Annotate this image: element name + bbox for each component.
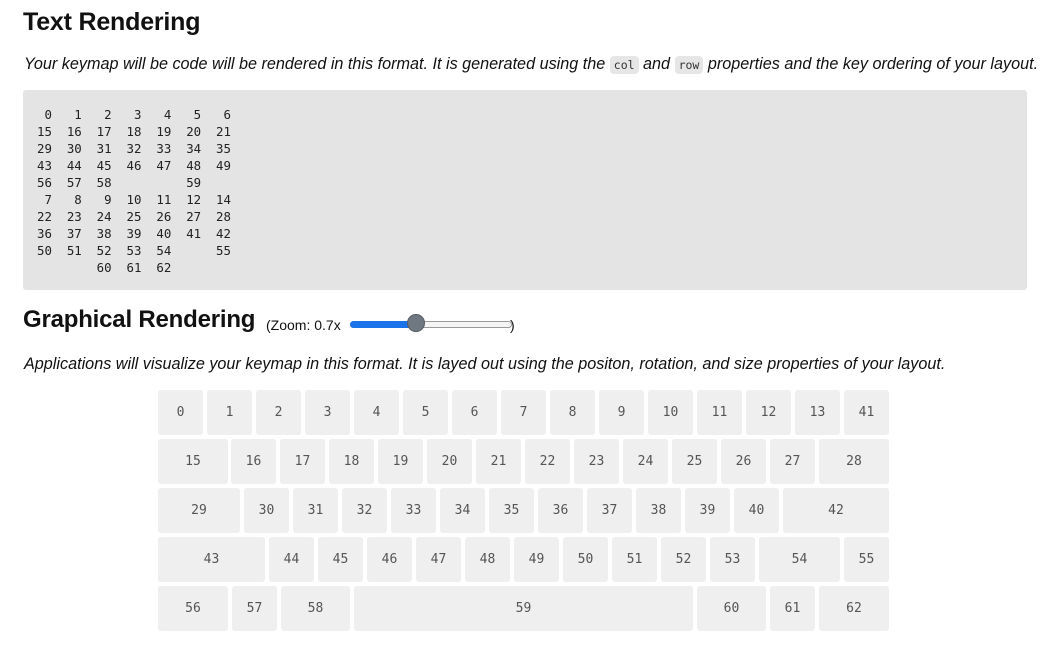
key-42[interactable]: 42 <box>783 488 889 533</box>
key-35[interactable]: 35 <box>489 488 534 533</box>
key-16[interactable]: 16 <box>231 439 276 484</box>
key-21[interactable]: 21 <box>476 439 521 484</box>
keymap-text: 0 1 2 3 4 5 6 15 16 17 18 19 20 21 29 30 31 32 33 34 35 43 44 45 46 47 48 49 56 57 58 59 7 8 9 10 11 12 14 22 23 24 25 26 27 28 36 37 38 39 40 41 42 50 51 52 53 54 55 60 61 62 <box>37 107 231 275</box>
key-8[interactable]: 8 <box>550 390 595 435</box>
key-55[interactable]: 55 <box>844 537 889 582</box>
key-24[interactable]: 24 <box>623 439 668 484</box>
key-29[interactable]: 29 <box>158 488 240 533</box>
key-1[interactable]: 1 <box>207 390 252 435</box>
key-26[interactable]: 26 <box>721 439 766 484</box>
key-28[interactable]: 28 <box>819 439 889 484</box>
key-60[interactable]: 60 <box>697 586 766 631</box>
key-51[interactable]: 51 <box>612 537 657 582</box>
key-17[interactable]: 17 <box>280 439 325 484</box>
key-6[interactable]: 6 <box>452 390 497 435</box>
key-23[interactable]: 23 <box>574 439 619 484</box>
key-58[interactable]: 58 <box>281 586 350 631</box>
key-25[interactable]: 25 <box>672 439 717 484</box>
key-47[interactable]: 47 <box>416 537 461 582</box>
key-36[interactable]: 36 <box>538 488 583 533</box>
key-40[interactable]: 40 <box>734 488 779 533</box>
key-9[interactable]: 9 <box>599 390 644 435</box>
key-48[interactable]: 48 <box>465 537 510 582</box>
description-part-3: properties and the key ordering of your layout. <box>703 55 1039 73</box>
key-20[interactable]: 20 <box>427 439 472 484</box>
key-38[interactable]: 38 <box>636 488 681 533</box>
zoom-slider[interactable] <box>350 318 510 330</box>
zoom-slider-thumb[interactable] <box>407 314 425 332</box>
key-13[interactable]: 13 <box>795 390 840 435</box>
key-22[interactable]: 22 <box>525 439 570 484</box>
text-rendering-heading: Text Rendering <box>23 8 201 36</box>
description-part-2: and <box>638 55 675 73</box>
key-12[interactable]: 12 <box>746 390 791 435</box>
key-33[interactable]: 33 <box>391 488 436 533</box>
graphical-rendering-description: Applications will visualize your keymap in this format. It is layed out using the positon, rotation, and size properties of your layout. <box>24 355 946 373</box>
key-30[interactable]: 30 <box>244 488 289 533</box>
key-52[interactable]: 52 <box>661 537 706 582</box>
key-37[interactable]: 37 <box>587 488 632 533</box>
key-59[interactable]: 59 <box>354 586 693 631</box>
key-5[interactable]: 5 <box>403 390 448 435</box>
key-54[interactable]: 54 <box>759 537 840 582</box>
key-49[interactable]: 49 <box>514 537 559 582</box>
key-43[interactable]: 43 <box>158 537 265 582</box>
key-0[interactable]: 0 <box>158 390 203 435</box>
col-code-term: col <box>610 56 639 74</box>
key-53[interactable]: 53 <box>710 537 755 582</box>
description-part-1: Your keymap will be code will be rendered in this format. It is generated using the <box>24 55 610 73</box>
row-code-term: row <box>675 56 704 74</box>
key-44[interactable]: 44 <box>269 537 314 582</box>
key-45[interactable]: 45 <box>318 537 363 582</box>
keyboard-visualization <box>158 390 893 634</box>
key-18[interactable]: 18 <box>329 439 374 484</box>
key-31[interactable]: 31 <box>293 488 338 533</box>
graphical-rendering-heading: Graphical Rendering <box>23 306 256 333</box>
key-11[interactable]: 11 <box>697 390 742 435</box>
key-56[interactable]: 56 <box>158 586 228 631</box>
key-4[interactable]: 4 <box>354 390 399 435</box>
key-7[interactable]: 7 <box>501 390 546 435</box>
key-39[interactable]: 39 <box>685 488 730 533</box>
key-32[interactable]: 32 <box>342 488 387 533</box>
key-10[interactable]: 10 <box>648 390 693 435</box>
key-27[interactable]: 27 <box>770 439 815 484</box>
zoom-label-close: ) <box>510 317 515 333</box>
text-rendering-description <box>24 55 1038 74</box>
key-61[interactable]: 61 <box>770 586 815 631</box>
zoom-slider-fill <box>350 321 416 328</box>
key-50[interactable]: 50 <box>563 537 608 582</box>
key-15[interactable]: 15 <box>158 439 228 484</box>
key-41[interactable]: 41 <box>844 390 889 435</box>
zoom-label: (Zoom: 0.7x <box>266 317 341 333</box>
key-3[interactable]: 3 <box>305 390 350 435</box>
key-34[interactable]: 34 <box>440 488 485 533</box>
key-62[interactable]: 62 <box>819 586 889 631</box>
key-2[interactable]: 2 <box>256 390 301 435</box>
key-19[interactable]: 19 <box>378 439 423 484</box>
keymap-text-block <box>23 90 1027 290</box>
key-57[interactable]: 57 <box>232 586 277 631</box>
key-46[interactable]: 46 <box>367 537 412 582</box>
